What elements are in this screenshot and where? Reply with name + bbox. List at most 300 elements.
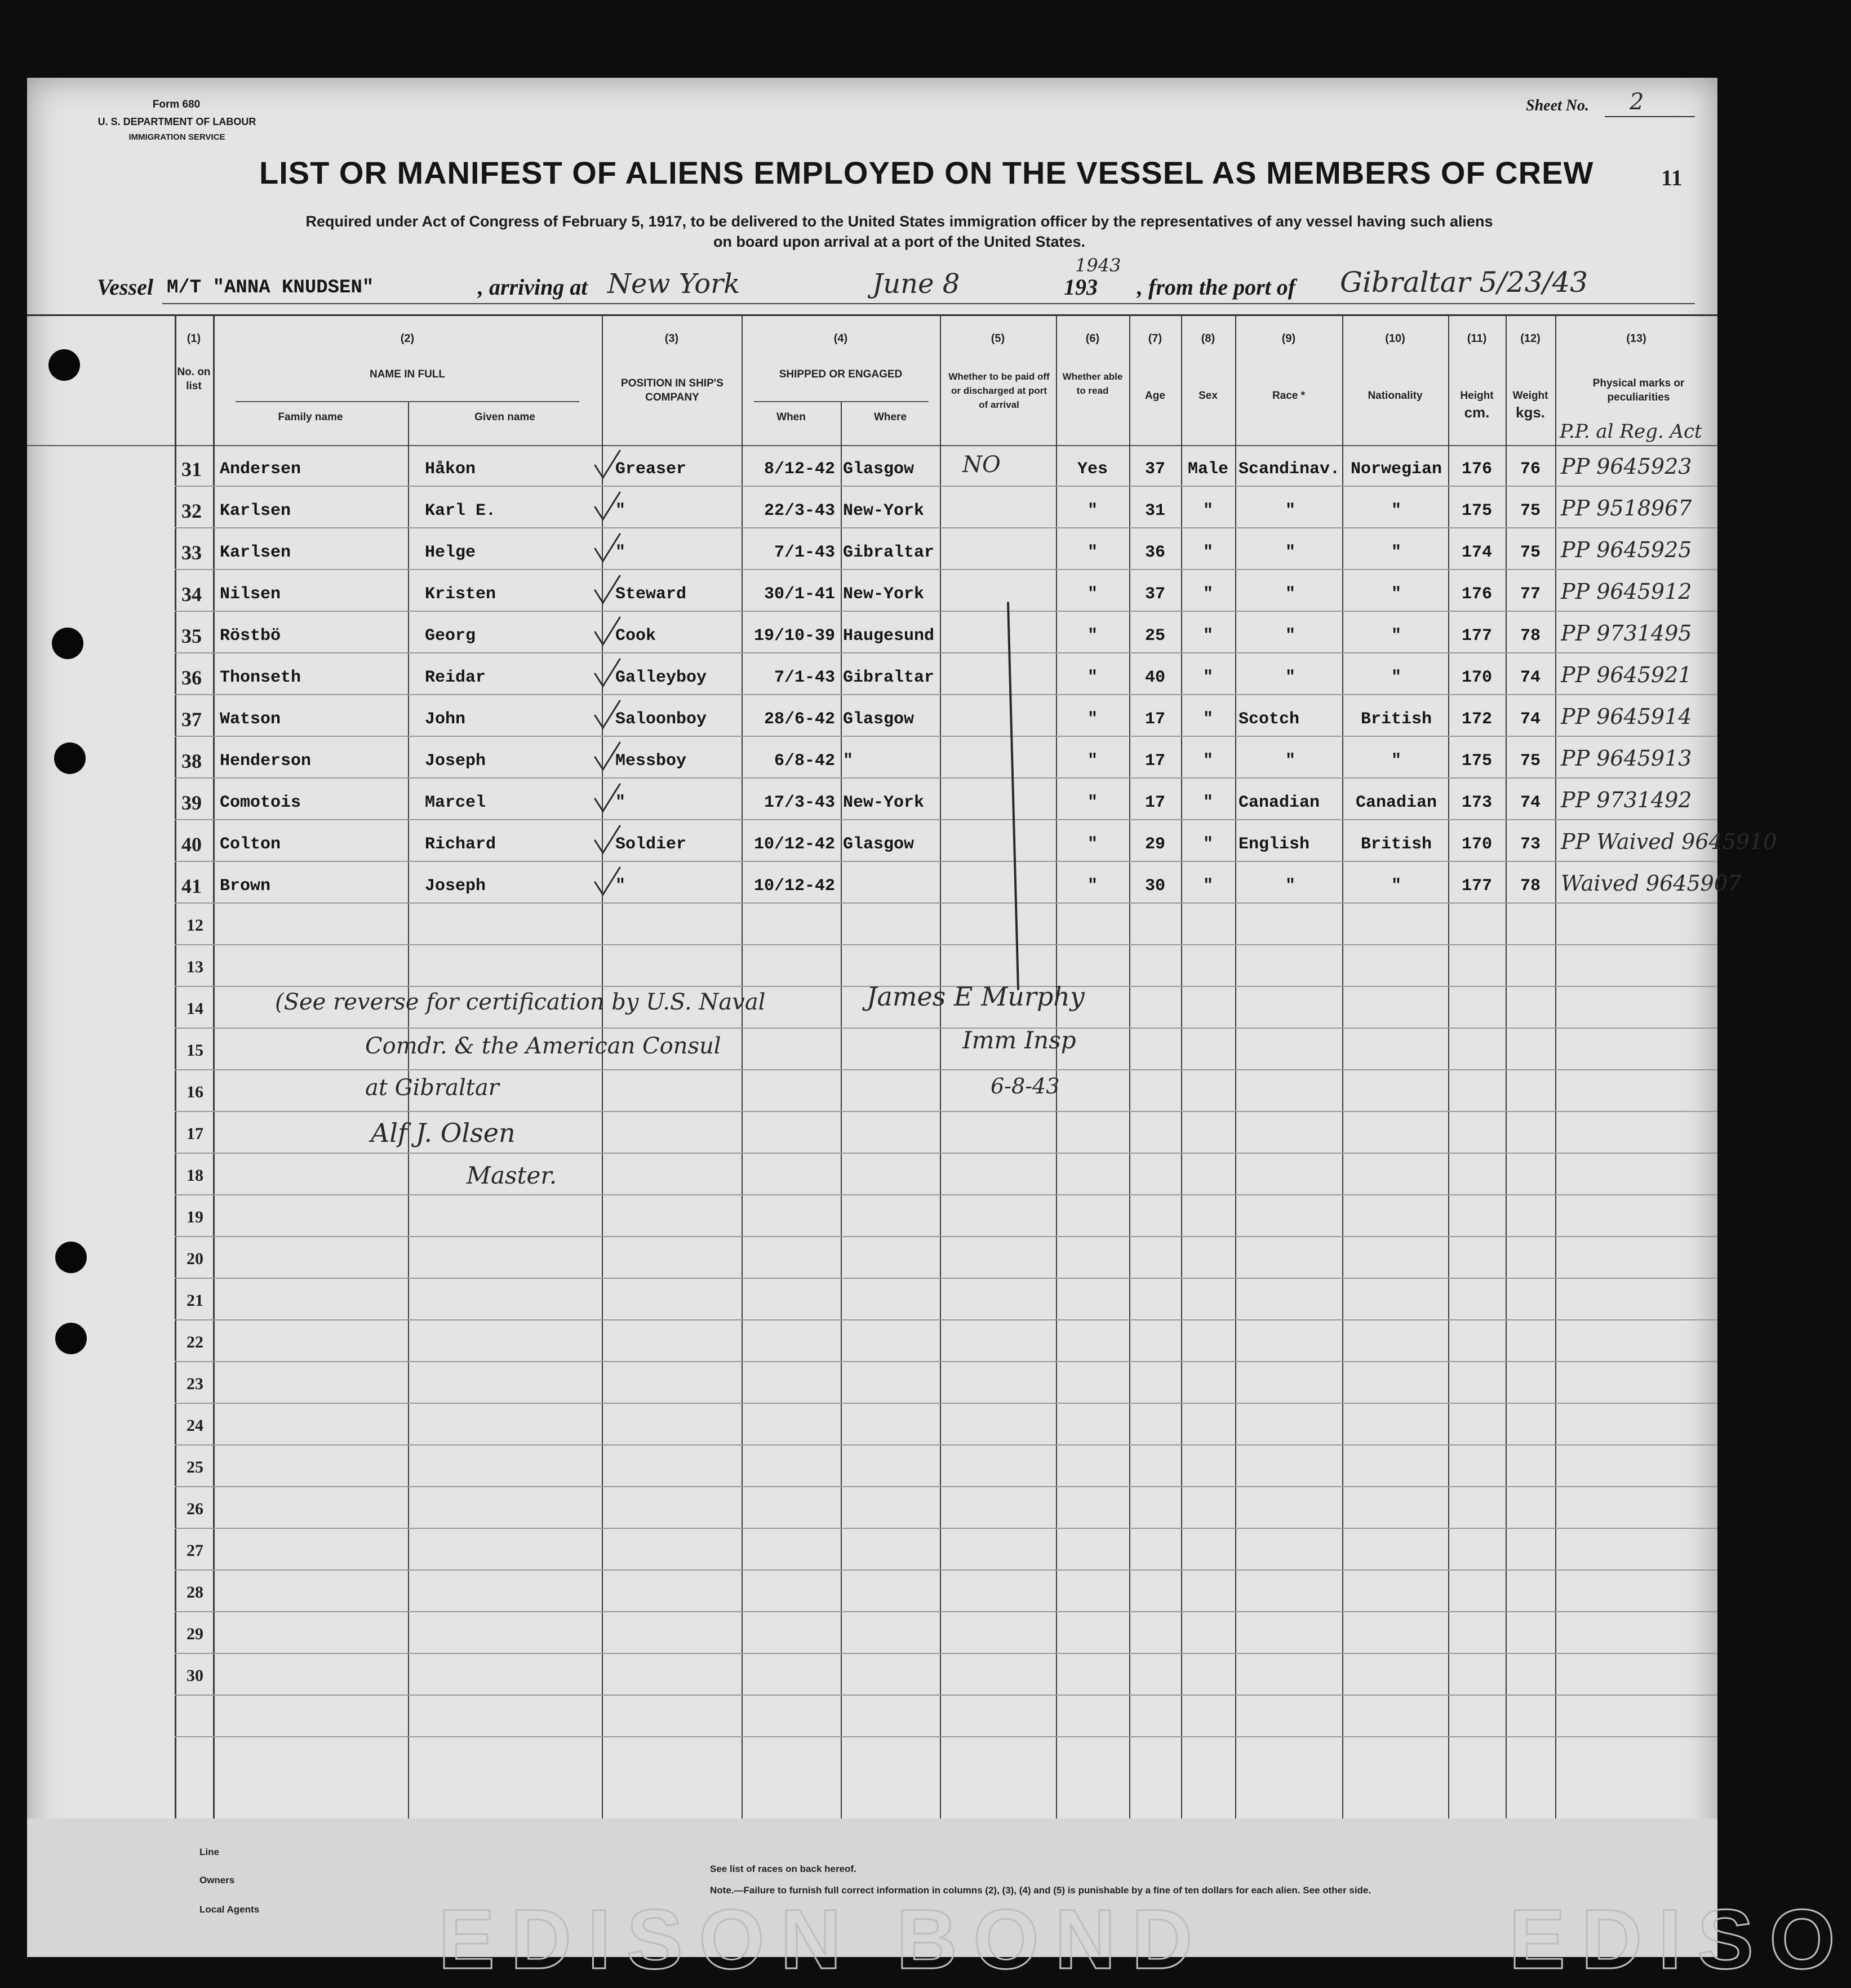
col-head-sex: Sex bbox=[1199, 390, 1218, 402]
row-number: 37 bbox=[181, 708, 202, 731]
weight-cell: 74 bbox=[1520, 668, 1541, 687]
header-bottom-rule bbox=[27, 445, 1717, 446]
row-rule bbox=[175, 1695, 1717, 1696]
position-cell: Saloonboy bbox=[615, 710, 707, 729]
shipped-where-cell: Gibraltar bbox=[843, 668, 935, 687]
row-number: 40 bbox=[181, 833, 202, 856]
nationality-cell: British bbox=[1360, 835, 1432, 854]
shipped-when-cell: 10/12-42 bbox=[753, 877, 835, 896]
note-line-1: (See reverse for certification by U.S. Naval bbox=[275, 989, 766, 1015]
weight-cell: 75 bbox=[1520, 543, 1541, 562]
column-rule bbox=[1506, 314, 1507, 1818]
footer-agents-label: Local Agents bbox=[199, 1904, 260, 1915]
weight-cell: 75 bbox=[1520, 751, 1541, 771]
column-rule bbox=[1342, 314, 1343, 1818]
empty-row-number: 13 bbox=[187, 958, 203, 976]
able-read-cell: " bbox=[1087, 835, 1098, 854]
physical-marks-cell: PP 9731495 bbox=[1561, 621, 1692, 646]
row-rule bbox=[175, 736, 1717, 737]
col-num-3: (3) bbox=[664, 332, 679, 345]
sex-cell: " bbox=[1202, 793, 1213, 812]
inspector-date: 6-8-43 bbox=[991, 1074, 1060, 1098]
age-cell: 40 bbox=[1144, 668, 1165, 687]
given-name-cell: Richard bbox=[425, 835, 496, 854]
nationality-cell: " bbox=[1391, 543, 1401, 562]
paid-off-cell: NO bbox=[962, 452, 1001, 478]
punch-hole bbox=[55, 1323, 87, 1354]
col-head-height: Height bbox=[1460, 390, 1494, 402]
check-mark-icon bbox=[591, 615, 624, 649]
row-rule bbox=[175, 1069, 1717, 1070]
penalty-note: Note.—Failure to furnish full correct information in columns (2), (3), (4) and (5) is punishable by a fine of ten dollars for each alien. See other side. bbox=[710, 1885, 1371, 1896]
position-cell: Messboy bbox=[615, 751, 687, 771]
physical-marks-cell: PP 9731492 bbox=[1561, 788, 1692, 812]
shipped-where-cell: New-York bbox=[843, 585, 925, 604]
given-name-cell: Håkon bbox=[425, 460, 476, 479]
height-cell: 176 bbox=[1461, 585, 1492, 604]
race-cell: Scotch bbox=[1239, 710, 1300, 729]
note-line-2: Comdr. & the American Consul bbox=[365, 1033, 721, 1059]
row-rule bbox=[175, 861, 1717, 862]
column-rule bbox=[841, 402, 842, 1818]
row-rule bbox=[175, 1444, 1717, 1446]
shipped-when-cell: 6/8-42 bbox=[774, 751, 835, 771]
sex-cell: " bbox=[1202, 585, 1213, 604]
ditto-stroke bbox=[1007, 602, 1019, 990]
col-num-11: (11) bbox=[1467, 332, 1487, 345]
row-number: 33 bbox=[181, 541, 202, 564]
row-number: 36 bbox=[181, 666, 202, 689]
empty-row-number: 26 bbox=[187, 1500, 203, 1518]
empty-row-number: 18 bbox=[187, 1166, 203, 1185]
col-head-able-read: Whether able to read bbox=[1062, 371, 1123, 396]
empty-row-number: 24 bbox=[187, 1416, 203, 1435]
row-rule bbox=[175, 694, 1717, 695]
nationality-cell: " bbox=[1391, 585, 1401, 604]
age-cell: 37 bbox=[1144, 585, 1165, 604]
check-mark-icon bbox=[591, 532, 624, 566]
name-sub-rule bbox=[236, 401, 579, 402]
race-cell: Canadian bbox=[1239, 793, 1320, 812]
given-name-cell: Marcel bbox=[425, 793, 486, 812]
col-num-8: (8) bbox=[1201, 332, 1215, 345]
col-head-nationality: Nationality bbox=[1368, 390, 1423, 402]
row-rule bbox=[175, 527, 1717, 528]
shipped-when-cell: 8/12-42 bbox=[764, 460, 835, 479]
sex-cell: " bbox=[1202, 835, 1213, 854]
col-head-no: No. on list bbox=[177, 366, 211, 392]
note-line-3: at Gibraltar bbox=[365, 1075, 499, 1101]
position-cell: " bbox=[615, 793, 626, 812]
sheet-number-line bbox=[1605, 116, 1695, 117]
weight-cell: 73 bbox=[1520, 835, 1541, 854]
position-cell: " bbox=[615, 501, 626, 521]
race-cell: " bbox=[1285, 668, 1295, 687]
sex-cell: " bbox=[1202, 710, 1213, 729]
age-cell: 17 bbox=[1144, 751, 1165, 771]
row-number: 39 bbox=[181, 791, 202, 814]
paper-watermark: EDISON BOND bbox=[438, 1892, 1209, 1986]
sex-cell: " bbox=[1202, 668, 1213, 687]
empty-row-number: 20 bbox=[187, 1249, 203, 1268]
master-title: Master. bbox=[467, 1162, 557, 1189]
weight-cell: 75 bbox=[1520, 501, 1541, 521]
shipped-when-cell: 28/6-42 bbox=[764, 710, 835, 729]
height-cell: 170 bbox=[1461, 668, 1492, 687]
vessel-name: M/T "ANNA KNUDSEN" bbox=[167, 277, 374, 299]
able-read-cell: " bbox=[1087, 877, 1098, 896]
height-cell: 175 bbox=[1461, 501, 1492, 521]
row-number: 32 bbox=[181, 500, 202, 522]
row-rule bbox=[175, 652, 1717, 653]
physical-marks-cell: PP 9518967 bbox=[1561, 496, 1692, 521]
physical-marks-cell: PP 9645913 bbox=[1561, 746, 1692, 771]
col-num-5: (5) bbox=[991, 332, 1005, 345]
check-mark-icon bbox=[591, 657, 624, 691]
col-num-4: (4) bbox=[833, 332, 848, 345]
empty-row-number: 19 bbox=[187, 1208, 203, 1226]
manifest-sheet bbox=[27, 78, 1851, 1986]
punch-hole bbox=[55, 1242, 87, 1273]
subtitle-line-1: Required under Act of Congress of February 5, 1917, to be delivered to the United States immigration officer by the representatives of any vessel having such aliens bbox=[305, 213, 1493, 230]
row-rule bbox=[175, 611, 1717, 612]
position-cell: " bbox=[615, 877, 626, 896]
col-head-when: When bbox=[776, 411, 806, 423]
age-cell: 30 bbox=[1144, 877, 1165, 896]
row-rule bbox=[175, 1736, 1717, 1737]
sex-cell: Male bbox=[1187, 460, 1228, 479]
nationality-cell: British bbox=[1360, 710, 1432, 729]
age-cell: 37 bbox=[1144, 460, 1165, 479]
able-read-cell: Yes bbox=[1077, 460, 1108, 479]
shipped-where-cell: New-York bbox=[843, 793, 925, 812]
col-num-2: (2) bbox=[400, 332, 415, 345]
shipped-when-cell: 19/10-39 bbox=[753, 626, 835, 646]
height-cell: 177 bbox=[1461, 626, 1492, 646]
family-name-cell: Röstbö bbox=[220, 626, 281, 646]
sheet-label: Sheet No. bbox=[1526, 97, 1589, 114]
empty-row-number: 27 bbox=[187, 1541, 203, 1560]
column-rule bbox=[1235, 314, 1236, 1818]
shipped-when-cell: 7/1-43 bbox=[774, 543, 835, 562]
row-rule bbox=[175, 1528, 1717, 1529]
row-rule bbox=[175, 486, 1717, 487]
age-cell: 25 bbox=[1144, 626, 1165, 646]
footer-line-label: Line bbox=[199, 1847, 219, 1857]
given-name-cell: Joseph bbox=[425, 751, 486, 771]
family-name-cell: Comotois bbox=[220, 793, 301, 812]
family-name-cell: Watson bbox=[220, 710, 281, 729]
check-mark-icon bbox=[591, 490, 624, 524]
able-read-cell: " bbox=[1087, 668, 1098, 687]
check-mark-icon bbox=[591, 699, 624, 732]
col-head-family: Family name bbox=[278, 411, 343, 423]
physical-marks-cell: PP 9645912 bbox=[1561, 579, 1692, 604]
given-name-cell: Helge bbox=[425, 543, 476, 562]
race-cell: " bbox=[1285, 585, 1295, 604]
check-mark-icon bbox=[591, 824, 624, 857]
shipped-where-cell: Gibraltar bbox=[843, 543, 935, 562]
column-rule bbox=[1181, 314, 1182, 1818]
row-rule bbox=[175, 777, 1717, 779]
empty-row-number: 22 bbox=[187, 1333, 203, 1351]
sheet-number: 2 bbox=[1630, 89, 1644, 115]
physical-marks-cell: Waived 9645907 bbox=[1561, 871, 1742, 896]
footer-owners-label: Owners bbox=[199, 1875, 235, 1885]
family-name-cell: Colton bbox=[220, 835, 281, 854]
row-number: 41 bbox=[181, 875, 202, 897]
physical-marks-cell: PP Waived 9645910 bbox=[1561, 829, 1777, 854]
able-read-cell: " bbox=[1087, 626, 1098, 646]
given-name-cell: John bbox=[425, 710, 466, 729]
nationality-cell: " bbox=[1391, 501, 1401, 521]
height-cell: 177 bbox=[1461, 877, 1492, 896]
nationality-cell: Norwegian bbox=[1350, 460, 1442, 479]
race-cell: " bbox=[1285, 543, 1295, 562]
family-name-cell: Brown bbox=[220, 877, 271, 896]
col-num-1: (1) bbox=[187, 332, 201, 345]
row-rule bbox=[175, 1111, 1717, 1112]
col-head-paid-off: Whether to be paid off or discharged at port of arrival bbox=[948, 371, 1050, 410]
check-mark-icon bbox=[591, 865, 624, 899]
races-note: See list of races on back hereof. bbox=[710, 1864, 856, 1874]
shipped-when-cell: 22/3-43 bbox=[764, 501, 835, 521]
shipped-where-cell: " bbox=[843, 751, 854, 771]
arriving-label: , arriving at bbox=[478, 274, 588, 300]
service-name: IMMIGRATION SERVICE bbox=[128, 132, 225, 142]
race-cell: " bbox=[1285, 877, 1295, 896]
age-cell: 31 bbox=[1144, 501, 1165, 521]
row-rule bbox=[175, 1611, 1717, 1612]
height-cell: 174 bbox=[1461, 543, 1492, 562]
vessel-line-rule bbox=[162, 303, 1695, 304]
height-cell: 173 bbox=[1461, 793, 1492, 812]
vessel-label: Vessel bbox=[97, 274, 153, 300]
sex-cell: " bbox=[1202, 751, 1213, 771]
empty-row-number: 12 bbox=[187, 916, 203, 935]
table-top-rule bbox=[27, 314, 1717, 316]
col-head-given: Given name bbox=[474, 411, 535, 423]
position-cell: Soldier bbox=[615, 835, 687, 854]
col-num-13: (13) bbox=[1626, 332, 1646, 345]
column-rule bbox=[1555, 314, 1556, 1818]
race-cell: " bbox=[1285, 501, 1295, 521]
race-cell: Scandinav. bbox=[1239, 460, 1340, 479]
empty-row-number: 16 bbox=[187, 1083, 203, 1101]
given-name-cell: Reidar bbox=[425, 668, 486, 687]
nationality-cell: Canadian bbox=[1355, 793, 1437, 812]
race-cell: " bbox=[1285, 751, 1295, 771]
master-signature: Alf J. Olsen bbox=[371, 1118, 516, 1148]
shipped-where-cell: Glasgow bbox=[843, 460, 915, 479]
year-written: 1943 bbox=[1075, 255, 1121, 276]
row-rule bbox=[175, 569, 1717, 570]
family-name-cell: Thonseth bbox=[220, 668, 301, 687]
row-rule bbox=[175, 1319, 1717, 1320]
row-number: 31 bbox=[181, 458, 202, 481]
shipped-sub-rule bbox=[754, 401, 929, 402]
row-rule bbox=[175, 1569, 1717, 1571]
row-rule bbox=[175, 1236, 1717, 1237]
weight-cell: 77 bbox=[1520, 585, 1541, 604]
family-name-cell: Henderson bbox=[220, 751, 312, 771]
height-cell: 176 bbox=[1461, 460, 1492, 479]
col-head-race: Race * bbox=[1272, 390, 1306, 402]
nationality-cell: " bbox=[1391, 751, 1401, 771]
given-name-cell: Kristen bbox=[425, 585, 496, 604]
shipped-when-cell: 10/12-42 bbox=[753, 835, 835, 854]
arrival-date: June 8 bbox=[872, 268, 960, 300]
from-label: , from the port of bbox=[1137, 274, 1296, 300]
weight-cell: 76 bbox=[1520, 460, 1541, 479]
paper-watermark-right: EDISO bbox=[1509, 1892, 1851, 1986]
nationality-cell: " bbox=[1391, 626, 1401, 646]
row-rule bbox=[175, 1361, 1717, 1362]
marks-note: P.P. al Reg. Act bbox=[1560, 420, 1702, 443]
row-rule bbox=[175, 1153, 1717, 1154]
column-rule bbox=[742, 314, 743, 1818]
given-name-cell: Karl E. bbox=[425, 501, 496, 521]
year-printed: 193 bbox=[1064, 274, 1098, 300]
physical-marks-cell: PP 9645923 bbox=[1561, 454, 1692, 479]
weight-cell: 74 bbox=[1520, 793, 1541, 812]
age-cell: 29 bbox=[1144, 835, 1165, 854]
given-name-cell: Joseph bbox=[425, 877, 486, 896]
empty-row-number: 23 bbox=[187, 1375, 203, 1393]
position-cell: Cook bbox=[615, 626, 656, 646]
sex-cell: " bbox=[1202, 501, 1213, 521]
empty-row-number: 29 bbox=[187, 1625, 203, 1643]
col-head-marks: Physical marks or peculiarities bbox=[1592, 377, 1685, 403]
able-read-cell: " bbox=[1087, 543, 1098, 562]
inspector-title: Imm Insp bbox=[962, 1026, 1076, 1054]
empty-row-number: 25 bbox=[187, 1458, 203, 1476]
departure-port: Gibraltar 5/23/43 bbox=[1340, 266, 1588, 299]
height-cell: 170 bbox=[1461, 835, 1492, 854]
col-head-age: Age bbox=[1145, 390, 1165, 402]
row-rule bbox=[175, 902, 1717, 904]
shipped-where-cell: Haugesund bbox=[843, 626, 935, 646]
sex-cell: " bbox=[1202, 543, 1213, 562]
shipped-when-cell: 30/1-41 bbox=[764, 585, 835, 604]
age-cell: 36 bbox=[1144, 543, 1165, 562]
empty-row-number: 14 bbox=[187, 999, 203, 1018]
subtitle-line-2: on board upon arrival at a port of the United States. bbox=[713, 233, 1086, 250]
height-cell: 172 bbox=[1461, 710, 1492, 729]
shipped-where-cell: Glasgow bbox=[843, 710, 915, 729]
empty-row-number: 30 bbox=[187, 1666, 203, 1685]
col-num-9: (9) bbox=[1281, 332, 1296, 345]
physical-marks-cell: PP 9645914 bbox=[1561, 704, 1692, 729]
shipped-when-cell: 17/3-43 bbox=[764, 793, 835, 812]
row-rule bbox=[175, 944, 1717, 945]
form-number: Form 680 bbox=[152, 99, 201, 110]
family-name-cell: Karlsen bbox=[220, 543, 291, 562]
inspector-signature: James E Murphy bbox=[867, 981, 1085, 1012]
col-head-shipped: SHIPPED OR ENGAGED bbox=[779, 368, 903, 380]
col-num-10: (10) bbox=[1385, 332, 1405, 345]
row-rule bbox=[175, 1028, 1717, 1029]
col-head-name: NAME IN FULL bbox=[369, 368, 446, 380]
age-cell: 17 bbox=[1144, 793, 1165, 812]
page-title: LIST OR MANIFEST OF ALIENS EMPLOYED ON THE VESSEL AS MEMBERS OF CREW bbox=[259, 155, 1594, 190]
column-rule bbox=[1129, 314, 1130, 1818]
physical-marks-cell: PP 9645925 bbox=[1561, 537, 1692, 562]
nationality-cell: " bbox=[1391, 877, 1401, 896]
sex-cell: " bbox=[1202, 626, 1213, 646]
column-rule bbox=[1056, 314, 1057, 1818]
row-rule bbox=[175, 1653, 1717, 1654]
col-head-where: Where bbox=[873, 411, 907, 423]
position-cell: Greaser bbox=[615, 460, 687, 479]
nationality-cell: " bbox=[1391, 668, 1401, 687]
empty-row-number: 21 bbox=[187, 1291, 203, 1310]
empty-row-number: 28 bbox=[187, 1583, 203, 1602]
punch-hole bbox=[54, 742, 86, 774]
punch-hole bbox=[52, 628, 83, 659]
arriving-port: New York bbox=[607, 268, 740, 300]
able-read-cell: " bbox=[1087, 751, 1098, 771]
department-name: U. S. DEPARTMENT OF LABOUR bbox=[97, 116, 256, 127]
able-read-cell: " bbox=[1087, 501, 1098, 521]
col-head-position: POSITION IN SHIP'S COMPANY bbox=[621, 377, 723, 403]
column-rule bbox=[940, 314, 941, 1818]
weight-cell: 78 bbox=[1520, 877, 1541, 896]
check-mark-icon bbox=[591, 448, 624, 482]
row-rule bbox=[175, 1486, 1717, 1487]
row-rule bbox=[175, 1194, 1717, 1195]
position-cell: " bbox=[615, 543, 626, 562]
punch-hole bbox=[48, 349, 80, 381]
shipped-where-cell: Glasgow bbox=[843, 835, 915, 854]
race-cell: " bbox=[1285, 626, 1295, 646]
shipped-where-cell: New-York bbox=[843, 501, 925, 521]
position-cell: Galleyboy bbox=[615, 668, 707, 687]
race-cell: English bbox=[1239, 835, 1310, 854]
position-cell: Steward bbox=[615, 585, 687, 604]
shipped-when-cell: 7/1-43 bbox=[774, 668, 835, 687]
col-head-height-unit: cm. bbox=[1464, 404, 1490, 421]
able-read-cell: " bbox=[1087, 710, 1098, 729]
row-number: 34 bbox=[181, 583, 202, 606]
row-number: 38 bbox=[181, 750, 202, 772]
family-name-cell: Karlsen bbox=[220, 501, 291, 521]
row-rule bbox=[175, 819, 1717, 820]
col-num-7: (7) bbox=[1148, 332, 1162, 345]
col-num-12: (12) bbox=[1520, 332, 1541, 345]
col-head-weight-unit: kgs. bbox=[1515, 404, 1546, 421]
empty-row-number: 15 bbox=[187, 1041, 203, 1060]
able-read-cell: " bbox=[1087, 793, 1098, 812]
age-cell: 17 bbox=[1144, 710, 1165, 729]
check-mark-icon bbox=[591, 782, 624, 816]
physical-marks-cell: PP 9645921 bbox=[1561, 662, 1692, 687]
empty-row-number: 17 bbox=[187, 1124, 203, 1143]
column-rule bbox=[408, 402, 409, 1818]
row-rule bbox=[175, 1278, 1717, 1279]
able-read-cell: " bbox=[1087, 585, 1098, 604]
family-name-cell: Andersen bbox=[220, 460, 301, 479]
check-mark-icon bbox=[591, 573, 624, 607]
col-num-6: (6) bbox=[1085, 332, 1100, 345]
row-number: 35 bbox=[181, 625, 202, 647]
sex-cell: " bbox=[1202, 877, 1213, 896]
given-name-cell: Georg bbox=[425, 626, 476, 646]
column-rule bbox=[1448, 314, 1449, 1818]
family-name-cell: Nilsen bbox=[220, 585, 281, 604]
height-cell: 175 bbox=[1461, 751, 1492, 771]
check-mark-icon bbox=[591, 740, 624, 774]
